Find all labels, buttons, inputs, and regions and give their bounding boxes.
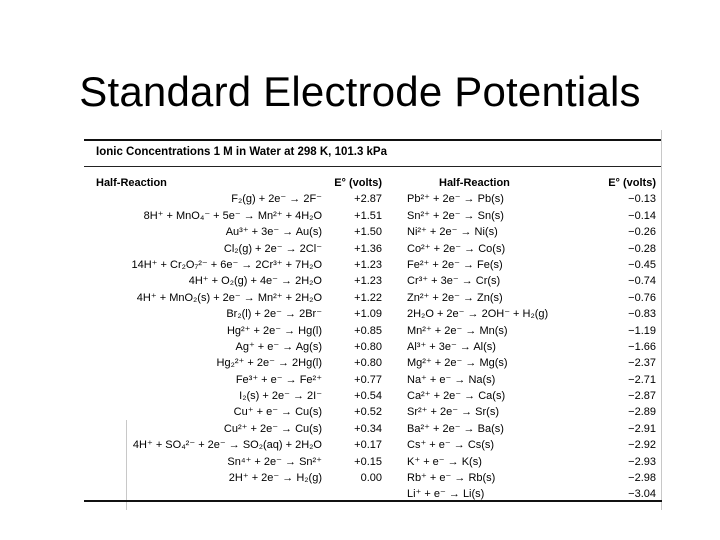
left-potential-value: +0.54 <box>354 390 382 403</box>
left-half-reaction: Hg²⁺ + 2e⁻ → Hg(l) <box>226 324 322 337</box>
right-potential-value: −2.87 <box>628 390 656 403</box>
left-half-reaction: 4H⁺ + O₂(g) + 4e⁻ → 2H₂O <box>188 275 322 288</box>
right-potential-value: −2.37 <box>628 357 656 370</box>
table-top-rule <box>84 139 662 141</box>
left-half-reaction: I₂(s) + 2e⁻ → 2I⁻ <box>239 390 322 403</box>
right-potential-value: −2.92 <box>628 439 656 452</box>
right-potential-header: E° (volts) <box>608 177 656 189</box>
left-potential-value: +1.36 <box>354 242 382 255</box>
left-half-reaction: 4H⁺ + MnO₂(s) + 2e⁻ → Mn²⁺ + 2H₂O <box>136 291 322 304</box>
right-potential-value: −3.04 <box>628 488 656 501</box>
left-potential-header: E° (volts) <box>334 177 382 189</box>
left-half-reaction: Fe³⁺ + e⁻ → Fe²⁺ <box>235 373 322 386</box>
right-potential-value: −0.83 <box>628 308 656 321</box>
left-potential-value: +2.87 <box>354 193 382 206</box>
right-half-reaction: K⁺ + e⁻ → K(s) <box>407 455 482 468</box>
left-half-reaction: Cu²⁺ + 2e⁻ → Cu(s) <box>223 422 322 435</box>
right-half-reaction: Sr²⁺ + 2e⁻ → Sr(s) <box>407 406 499 419</box>
left-half-reaction: Au³⁺ + 3e⁻ → Au(s) <box>225 226 322 239</box>
right-half-reaction: Pb²⁺ + 2e⁻ → Pb(s) <box>407 193 504 206</box>
right-half-reaction: Rb⁺ + e⁻ → Rb(s) <box>407 472 496 485</box>
right-potential-value: −2.71 <box>628 373 656 386</box>
slide-title: Standard Electrode Potentials <box>79 68 641 115</box>
left-reaction-column <box>86 175 322 486</box>
left-potential-value: +1.23 <box>354 275 382 288</box>
left-half-reaction: Cl₂(g) + 2e⁻ → 2Cl⁻ <box>223 242 322 255</box>
left-potential-value: +0.17 <box>354 439 382 452</box>
scan-artifact-right <box>661 130 662 510</box>
left-half-reaction: 2H⁺ + 2e⁻ → H₂(g) <box>228 472 322 485</box>
right-half-reaction: Zn²⁺ + 2e⁻ → Zn(s) <box>407 291 503 304</box>
right-potential-value: −2.89 <box>628 406 656 419</box>
right-half-reaction: Co²⁺ + 2e⁻ → Co(s) <box>407 242 506 255</box>
left-potential-value: +0.85 <box>354 324 382 337</box>
right-half-reaction: 2H₂O + 2e⁻ → 2OH⁻ + H₂(g) <box>407 308 549 321</box>
left-half-reaction: Ag⁺ + e⁻ → Ag(s) <box>235 340 322 353</box>
table-bottom-rule <box>84 500 662 502</box>
right-half-reaction: Li⁺ + e⁻ → Li(s) <box>407 488 485 501</box>
right-half-reaction: Fe²⁺ + 2e⁻ → Fe(s) <box>407 258 503 271</box>
left-potential-value: +0.34 <box>354 422 382 435</box>
right-half-reaction: Na⁺ + e⁻ → Na(s) <box>407 373 496 386</box>
right-reaction-header: Half-Reaction <box>439 177 510 189</box>
left-half-reaction: 4H⁺ + SO₄²⁻ + 2e⁻ → SO₂(aq) + 2H₂O <box>132 439 322 452</box>
right-potential-column <box>600 175 656 503</box>
left-half-reaction: 14H⁺ + Cr₂O₇²⁻ + 6e⁻ → 2Cr³⁺ + 7H₂O <box>131 258 322 271</box>
left-potential-value: +1.51 <box>354 209 382 222</box>
left-potential-value: +0.80 <box>354 340 382 353</box>
right-half-reaction: Mn²⁺ + 2e⁻ → Mn(s) <box>407 324 508 337</box>
left-potential-value: +0.52 <box>354 406 382 419</box>
left-half-reaction: Br₂(l) + 2e⁻ → 2Br⁻ <box>226 308 322 321</box>
right-potential-value: −1.66 <box>628 340 656 353</box>
table-caption: Ionic Concentrations 1 M in Water at 298 K, 101.3 kPa <box>96 146 387 158</box>
left-half-reaction: 8H⁺ + MnO₄⁻ + 5e⁻ → Mn²⁺ + 4H₂O <box>143 209 322 222</box>
left-potential-value: +0.77 <box>354 373 382 386</box>
left-potential-value: +1.23 <box>354 258 382 271</box>
left-potential-value: +1.09 <box>354 308 382 321</box>
right-half-reaction: Ba²⁺ + 2e⁻ → Ba(s) <box>407 422 504 435</box>
left-potential-value: +1.50 <box>354 226 382 239</box>
right-potential-value: −0.28 <box>628 242 656 255</box>
left-potential-column <box>326 175 382 486</box>
right-reaction-column <box>407 175 607 503</box>
right-potential-value: −0.14 <box>628 209 656 222</box>
right-potential-value: −1.19 <box>628 324 656 337</box>
right-half-reaction: Mg²⁺ + 2e⁻ → Mg(s) <box>407 357 508 370</box>
left-reaction-header: Half-Reaction <box>96 177 167 189</box>
left-potential-value: 0.00 <box>360 472 382 485</box>
left-half-reaction: F₂(g) + 2e⁻ → 2F⁻ <box>231 193 322 206</box>
right-potential-value: −2.93 <box>628 455 656 468</box>
left-half-reaction: Cu⁺ + e⁻ → Cu(s) <box>233 406 322 419</box>
right-half-reaction: Cs⁺ + e⁻ → Cs(s) <box>407 439 495 452</box>
table-caption-rule <box>84 166 662 167</box>
left-half-reaction: Sn⁴⁺ + 2e⁻ → Sn²⁺ <box>227 455 322 468</box>
right-half-reaction: Cr³⁺ + 3e⁻ → Cr(s) <box>407 275 501 288</box>
left-half-reaction: Hg₂²⁺ + 2e⁻ → 2Hg(l) <box>216 357 322 370</box>
right-potential-value: −2.98 <box>628 472 656 485</box>
left-potential-value: +0.80 <box>354 357 382 370</box>
right-half-reaction: Ca²⁺ + 2e⁻ → Ca(s) <box>407 390 506 403</box>
right-half-reaction: Sn²⁺ + 2e⁻ → Sn(s) <box>407 209 504 222</box>
right-potential-value: −0.76 <box>628 291 656 304</box>
right-potential-value: −2.91 <box>628 422 656 435</box>
right-potential-value: −0.13 <box>628 193 656 206</box>
right-half-reaction: Ni²⁺ + 2e⁻ → Ni(s) <box>407 226 498 239</box>
right-potential-value: −0.26 <box>628 226 656 239</box>
right-potential-value: −0.45 <box>628 258 656 271</box>
left-potential-value: +1.22 <box>354 291 382 304</box>
right-potential-value: −0.74 <box>628 275 656 288</box>
left-potential-value: +0.15 <box>354 455 382 468</box>
right-half-reaction: Al³⁺ + 3e⁻ → Al(s) <box>407 340 496 353</box>
